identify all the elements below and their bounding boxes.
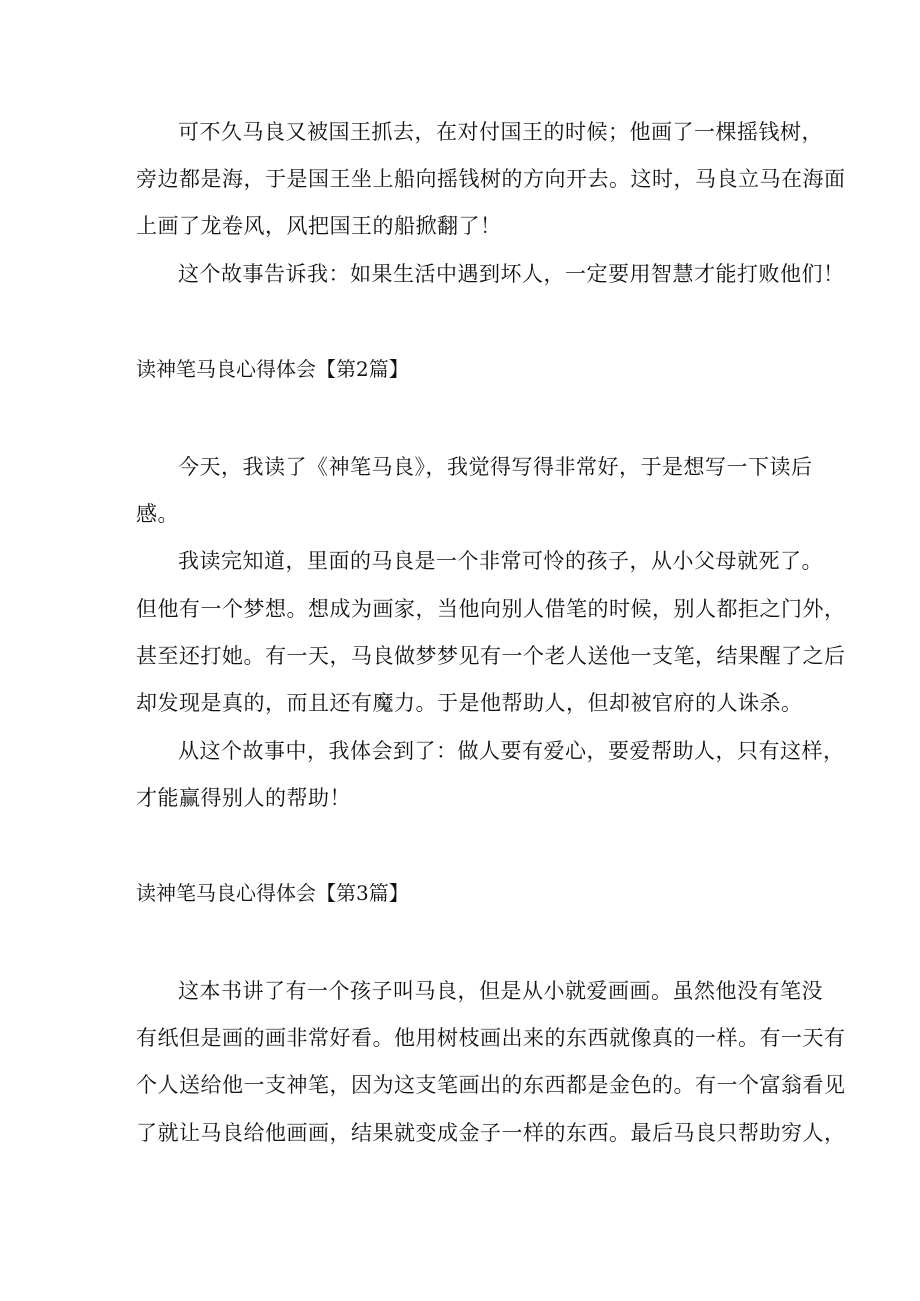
paragraph-line: 今天，我读了《神笔马良》，我觉得写得非常好，于是想写一下读后: [178, 455, 813, 479]
paragraph-line: 可不久马良又被国王抓去，在对付国王的时候；他画了一棵摇钱树，: [178, 120, 823, 144]
paragraph-line: 这本书讲了有一个孩子叫马良，但是从小就爱画画。虽然他没有笔没: [178, 979, 823, 1003]
paragraph-line: 有纸但是画的画非常好看。他用树枝画出来的东西就像真的一样。有一天有: [136, 1026, 846, 1050]
paragraph-line: 个人送给他一支神笔，因为这支笔画出的东西都是金色的。有一个富翁看见: [136, 1073, 846, 1097]
paragraph-line: 才能赢得别人的帮助！: [136, 786, 351, 810]
paragraph-line: 却发现是真的，而且还有魔力。于是他帮助人，但却被官府的人诛杀。: [136, 691, 803, 715]
paragraph-line: 甚至还打她。有一天，马良做梦梦见有一个老人送他一支笔，结果醒了之后: [136, 644, 846, 668]
paragraph-line: 这个故事告诉我：如果生活中遇到坏人，一定要用智慧才能打败他们！: [178, 262, 845, 286]
paragraph-line: 旁边都是海，于是国王坐上船向摇钱树的方向开去。这时，马良立马在海面: [136, 167, 846, 191]
paragraph-line: 从这个故事中，我体会到了：做人要有爱心，要爱帮助人，只有这样，: [178, 739, 845, 763]
section-heading: 读神笔马良心得体会【第3篇】: [136, 881, 409, 905]
paragraph-line: 我读完知道，里面的马良是一个非常可怜的孩子，从小父母就死了。: [178, 549, 823, 573]
paragraph-line: 但他有一个梦想。想成为画家，当他向别人借笔的时候，别人都拒之门外，: [136, 597, 846, 621]
section-heading: 读神笔马良心得体会【第2篇】: [136, 357, 409, 381]
paragraph-line: 了就让马良给他画画，结果就变成金子一样的东西。最后马良只帮助穷人，: [136, 1121, 846, 1145]
paragraph-line: 上画了龙卷风，风把国王的船掀翻了！: [136, 214, 502, 238]
paragraph-line: 感。: [136, 502, 179, 526]
